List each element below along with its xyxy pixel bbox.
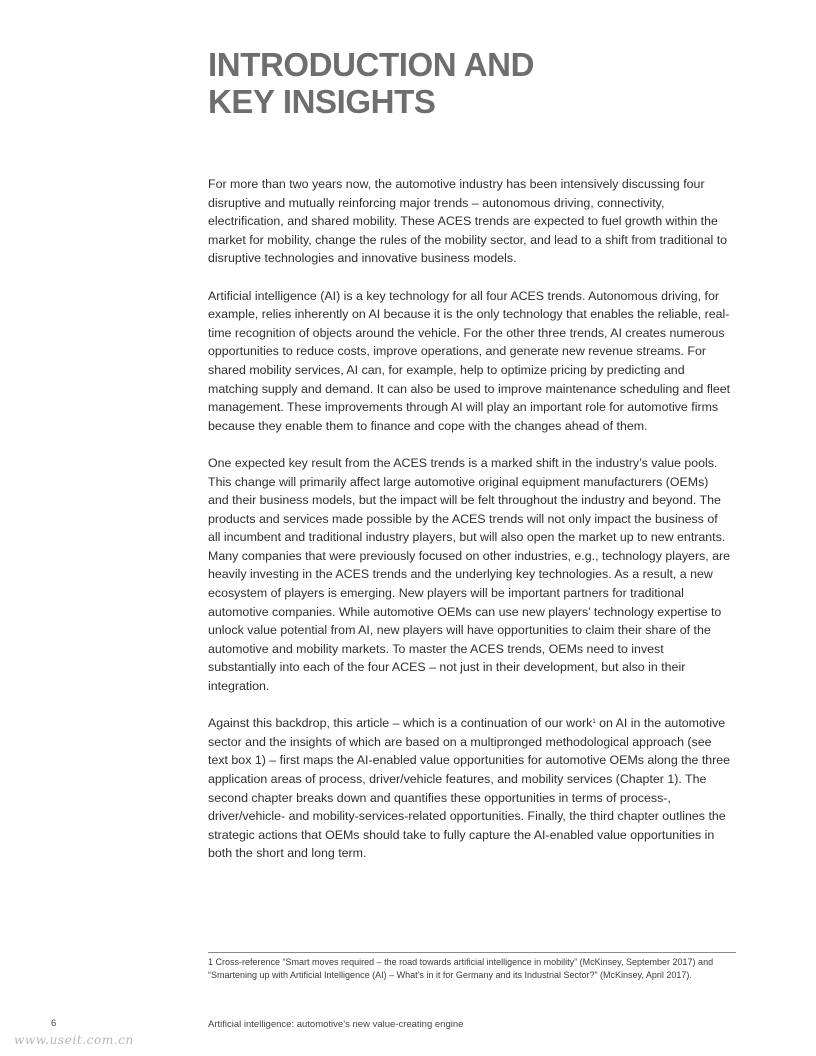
footnote-text: Cross-reference “Smart moves required – the road towards artificial intelligence in mobility” (McKinsey, September 2017) and “Smartening up with Artificial Intelligence (AI) – What’s in it for Germany and its Industrial Sector?” (McKinsey, April 2017). [208,957,714,980]
footnote [208,956,736,981]
footnote-reference: 1 [592,719,596,726]
paragraph-3: One expected key result from the ACES trends is a marked shift in the industry’s value pools. This change will primarily affect large automotive original equipment manufacturers (OEMs) and their business models, but the impact will be felt throughout the industry and beyond. The products and services made possible by the ACES trends will not only impact the business of all incumbent and traditional industry players, but will also open the market up to new entrants. Many companies that were previously focused on other industries, e.g., technology players, are heavily investing in the ACES trends and the underlying key technologies. As a result, a new ecosystem of players is emerging. New players will be important partners for traditional automotive companies. While automotive OEMs can use new players’ technology expertise to unlock value potential from AI, new players will have opportunities to claim their share of the automotive and mobility markets. To master the ACES trends, OEMs need to invest substantially into each of the four ACES – not just in their development, but also in their integration. [208,455,731,694]
paragraph-2: Artificial intelligence (AI) is a key technology for all four ACES trends. Autonomous driving, for example, relies inherently on AI because it is the only technology that enables the reliable, real-time recognition of objects around the vehicle. For the other three trends, AI creates numerous opportunities to reduce costs, improve operations, and generate new revenue streams. For shared mobility services, AI can, for example, help to optimize pricing by predicting and matching supply and demand. It can also be used to improve maintenance scheduling and fleet management. These improvements through AI will play an important role for automotive firms because they enable them to finance and cope with the changes ahead of them. [208,288,731,433]
page-title [208,46,534,120]
watermark: www.useit.com.cn [14,1033,134,1047]
paragraph-4 [208,714,732,863]
footnote-divider [208,952,736,953]
footnote-number: 1 [208,957,214,967]
title-line-2: KEY INSIGHTS [208,83,436,120]
page-number: 6 [51,1018,57,1029]
title-line-1: INTRODUCTION AND [208,46,535,83]
paragraph-1: For more than two years now, the automotive industry has been intensively discussing four disruptive and mutually reinforcing major trends – autonomous driving, connectivity, electrification, and shared mobility. These ACES trends are expected to fuel growth within the market for mobility, change the rules of the mobility sector, and lead to a shift from traditional to disruptive technologies and innovative business models. [208,177,728,266]
paragraph-4-rest: on AI in the automotive sector and the insights of which are based on a multipronged methodological approach (see text box 1) – first maps the AI-enabled value opportunities for automotive OEMs along the three application areas of process, driver/vehicle features, and mobility services (Chapter 1). The second chapter breaks down and quantifies these opportunities in terms of process-, driver/vehicle- and mobility-services-related opportunities. Finally, the third chapter outlines the strategic actions that OEMs should take to fully capture the AI-enabled value opportunities in both the short and long term. [208,716,731,861]
paragraph-4-lead: Against this backdrop, this article – which is a continuation of our work [208,716,593,731]
running-footer: Artificial intelligence: automotive’s new value-creating engine [208,1019,464,1030]
article-body [208,175,732,882]
